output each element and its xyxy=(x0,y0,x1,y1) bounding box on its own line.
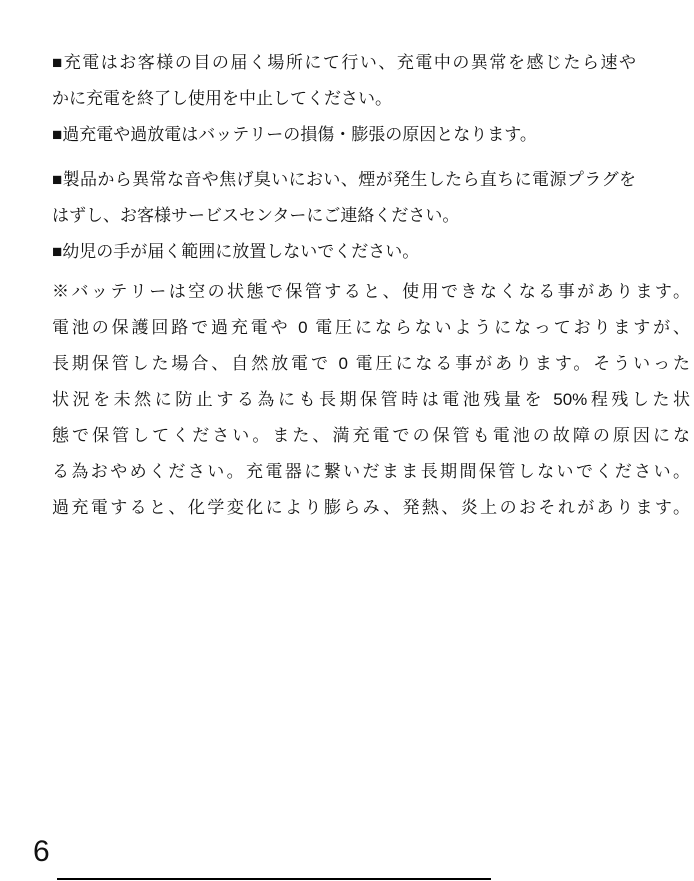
page-number: 6 xyxy=(33,835,50,868)
text-line: 長期保管した場合、自然放電で 0 電圧になる事があります。そういった xyxy=(52,354,690,373)
text-line: ■充電はお客様の目の届く場所にて行い、充電中の異常を感じたら速や xyxy=(52,53,636,72)
charging-supervision-paragraph xyxy=(52,45,636,117)
battery-storage-note-paragraph xyxy=(52,274,690,526)
text-line: 過充電すると、化学変化により膨らみ、発熱、炎上のおそれがあります。 xyxy=(52,498,690,517)
overcharge-damage-paragraph xyxy=(52,117,636,153)
body-text xyxy=(52,45,690,526)
abnormal-smell-smoke-paragraph xyxy=(52,162,636,234)
text-line: ※バッテリーは空の状態で保管すると、使用できなくなる事があります。 xyxy=(52,282,690,301)
text-line: はずし、お客様サービスセンターにご連絡ください。 xyxy=(52,206,460,225)
text-line: ■過充電や過放電はバッテリーの損傷・膨張の原因となります。 xyxy=(52,125,537,144)
text-line: ■製品から異常な音や焦げ臭いにおい、煙が発生したら直ちに電源プラグを xyxy=(52,170,636,189)
text-line: かに充電を終了し使用を中止してください。 xyxy=(52,89,392,108)
keep-away-from-children-paragraph xyxy=(52,234,636,270)
text-line: 状況を未然に防止する為にも長期保管時は電池残量を 50%程残した状 xyxy=(52,390,690,409)
text-line: 態で保管してください。また、満充電での保管も電池の故障の原因にな xyxy=(52,426,690,445)
text-line: ■幼児の手が届く範囲に放置しないでください。 xyxy=(52,242,420,261)
text-line: 電池の保護回路で過充電や 0 電圧にならないようになっておりますが、 xyxy=(52,318,690,337)
text-line: る為おやめください。充電器に繋いだまま長期間保管しないでください。 xyxy=(52,462,690,481)
page-bottom-rule xyxy=(57,878,491,880)
